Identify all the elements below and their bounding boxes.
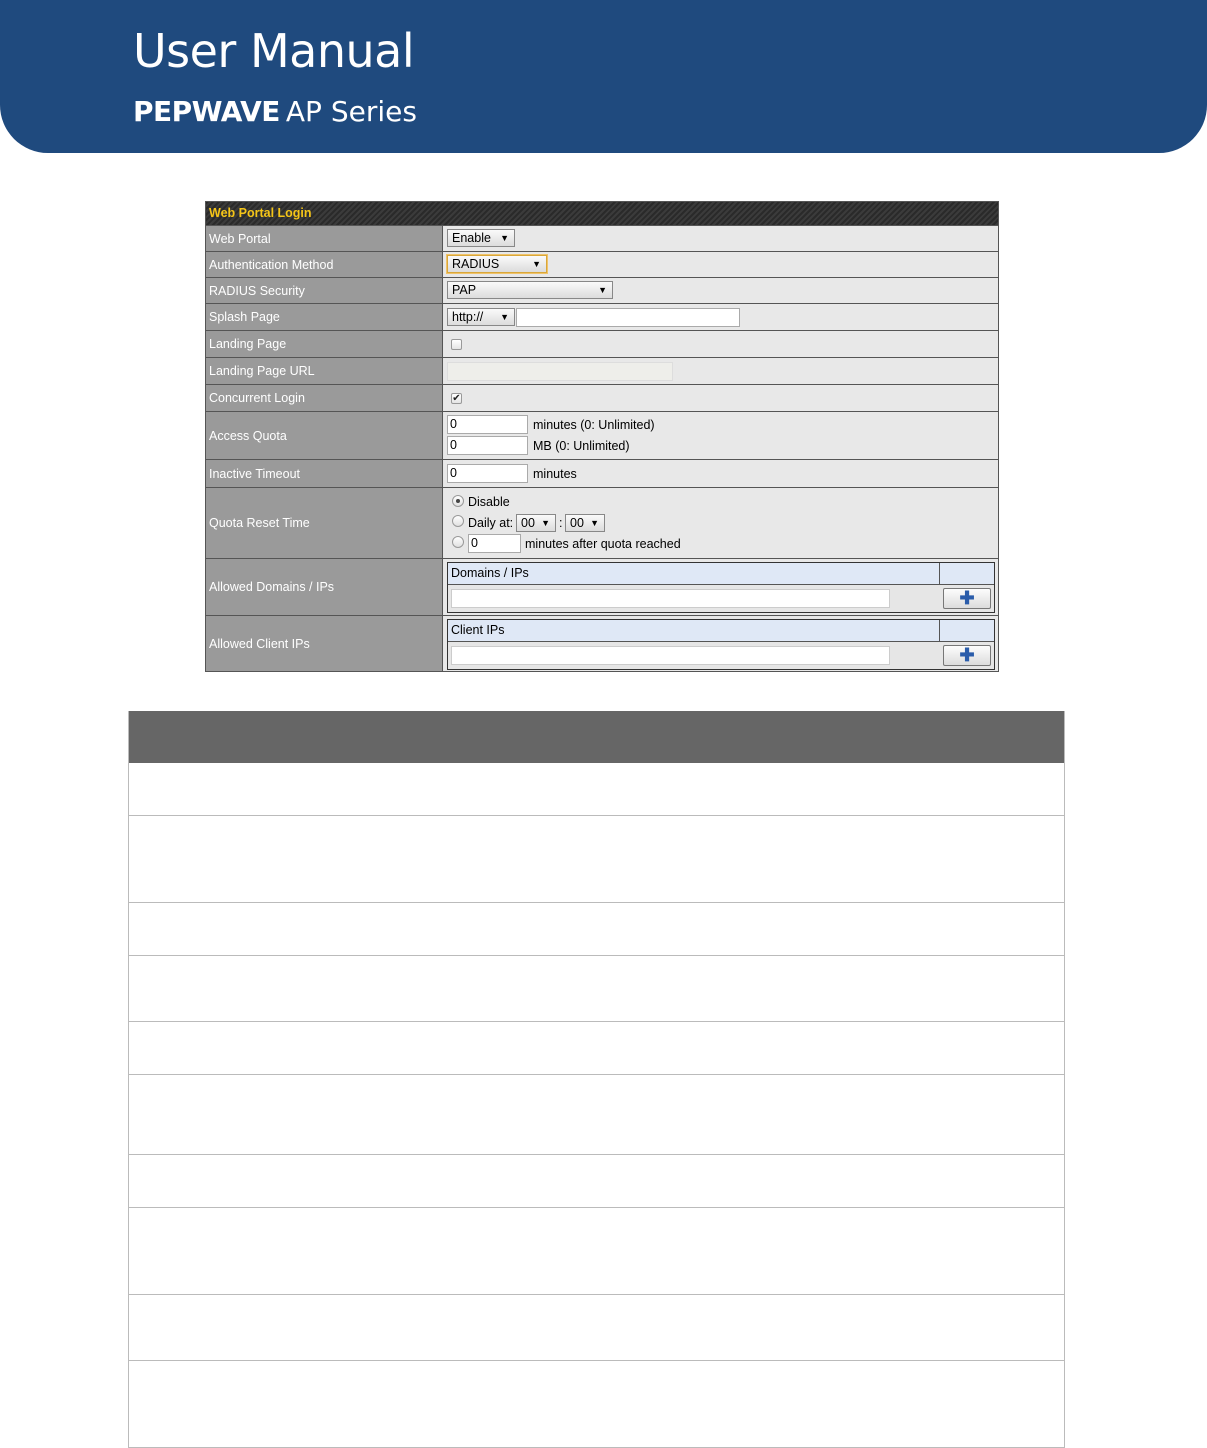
- add-client-ip-button[interactable]: [943, 645, 991, 666]
- row-access-quota: [206, 411, 998, 459]
- row-allowed-client-ips: [206, 615, 998, 671]
- row-web-portal: [206, 225, 998, 251]
- web-portal-login-panel: [205, 201, 999, 672]
- time-separator: :: [559, 516, 563, 530]
- access-quota-minutes-unit: minutes (0: Unlimited): [533, 418, 655, 432]
- table-row: [129, 1155, 1064, 1208]
- access-quota-minutes-input[interactable]: 0: [447, 415, 528, 434]
- concurrent-login-label: Concurrent Login: [206, 385, 443, 411]
- quota-reset-disable-radio[interactable]: [452, 495, 464, 507]
- access-quota-label: Access Quota: [206, 412, 443, 459]
- allowed-domains-table: [447, 562, 995, 613]
- inactive-timeout-label: Inactive Timeout: [206, 460, 443, 487]
- landing-page-label: Landing Page: [206, 331, 443, 357]
- quota-reset-after-unit: minutes after quota reached: [525, 537, 681, 551]
- description-table-header: [129, 711, 1064, 763]
- splash-page-protocol-select[interactable]: http:// ▼: [447, 308, 515, 326]
- web-portal-label: Web Portal: [206, 226, 443, 251]
- row-allowed-domains: [206, 558, 998, 615]
- header-banner: [0, 0, 1207, 153]
- chevron-down-icon: ▼: [590, 518, 599, 528]
- access-quota-mb-unit: MB (0: Unlimited): [533, 439, 630, 453]
- domain-entry-input[interactable]: [451, 589, 890, 608]
- quota-reset-daily-label: Daily at:: [468, 516, 514, 530]
- allowed-client-ips-label: Allowed Client IPs: [206, 616, 443, 671]
- inactive-timeout-unit: minutes: [533, 467, 577, 481]
- chevron-down-icon: ▼: [532, 259, 541, 269]
- inactive-timeout-input[interactable]: 0: [447, 464, 528, 483]
- checkmark-icon: ✔: [452, 393, 461, 404]
- table-row: [129, 763, 1064, 816]
- chevron-down-icon: ▼: [598, 285, 607, 295]
- splash-page-url-input[interactable]: [516, 308, 740, 327]
- domains-column-header: Domains / IPs: [448, 563, 940, 585]
- plus-icon: ✚: [959, 588, 975, 608]
- web-portal-select[interactable]: Enable ▼: [447, 229, 515, 247]
- row-concurrent-login: [206, 384, 998, 411]
- row-splash-page: [206, 303, 998, 330]
- authentication-method-select[interactable]: RADIUS ▼: [447, 255, 547, 273]
- quota-reset-minute-select[interactable]: 00 ▼: [565, 514, 605, 532]
- quota-reset-hour-select[interactable]: 00 ▼: [516, 514, 556, 532]
- table-row: [129, 1361, 1064, 1448]
- client-ip-entry-input[interactable]: [451, 646, 890, 665]
- table-row: [129, 903, 1064, 956]
- brand-name: PEPWAVE: [133, 95, 280, 128]
- add-domain-button[interactable]: [943, 588, 991, 609]
- row-quota-reset-time: [206, 487, 998, 558]
- landing-page-url-label: Landing Page URL: [206, 358, 443, 384]
- row-inactive-timeout: [206, 459, 998, 487]
- authentication-method-label: Authentication Method: [206, 252, 443, 277]
- client-ips-column-header: Client IPs: [448, 620, 940, 642]
- allowed-client-ips-table: [447, 619, 995, 670]
- chevron-down-icon: ▼: [500, 312, 509, 322]
- chevron-down-icon: ▼: [541, 518, 550, 528]
- quota-reset-disable-label: Disable: [468, 495, 510, 509]
- row-authentication-method: [206, 251, 998, 277]
- product-series: [133, 92, 417, 132]
- chevron-down-icon: ▼: [500, 233, 509, 243]
- splash-page-label: Splash Page: [206, 304, 443, 330]
- quota-reset-daily-radio[interactable]: [452, 515, 464, 527]
- table-row: [129, 956, 1064, 1022]
- panel-title: Web Portal Login: [206, 202, 998, 225]
- table-row: [129, 1295, 1064, 1361]
- radius-security-select[interactable]: PAP ▼: [447, 281, 613, 299]
- table-row: [129, 1075, 1064, 1155]
- radius-security-label: RADIUS Security: [206, 278, 443, 303]
- table-row: [129, 1208, 1064, 1295]
- plus-icon: ✚: [959, 645, 975, 665]
- quota-reset-time-label: Quota Reset Time: [206, 488, 443, 558]
- manual-title: User Manual: [133, 24, 415, 78]
- table-row: [129, 1022, 1064, 1075]
- landing-page-url-input[interactable]: [447, 362, 673, 381]
- quota-reset-after-input[interactable]: 0: [468, 534, 521, 553]
- quota-reset-after-radio[interactable]: [452, 536, 464, 548]
- concurrent-login-checkbox[interactable]: [451, 393, 462, 404]
- description-table: [128, 711, 1065, 1448]
- access-quota-mb-input[interactable]: 0: [447, 436, 528, 455]
- row-landing-page-url: [206, 357, 998, 384]
- series-name: AP Series: [285, 95, 417, 128]
- landing-page-checkbox[interactable]: [451, 339, 462, 350]
- row-landing-page: [206, 330, 998, 357]
- allowed-domains-label: Allowed Domains / IPs: [206, 559, 443, 615]
- row-radius-security: [206, 277, 998, 303]
- table-row: [129, 816, 1064, 903]
